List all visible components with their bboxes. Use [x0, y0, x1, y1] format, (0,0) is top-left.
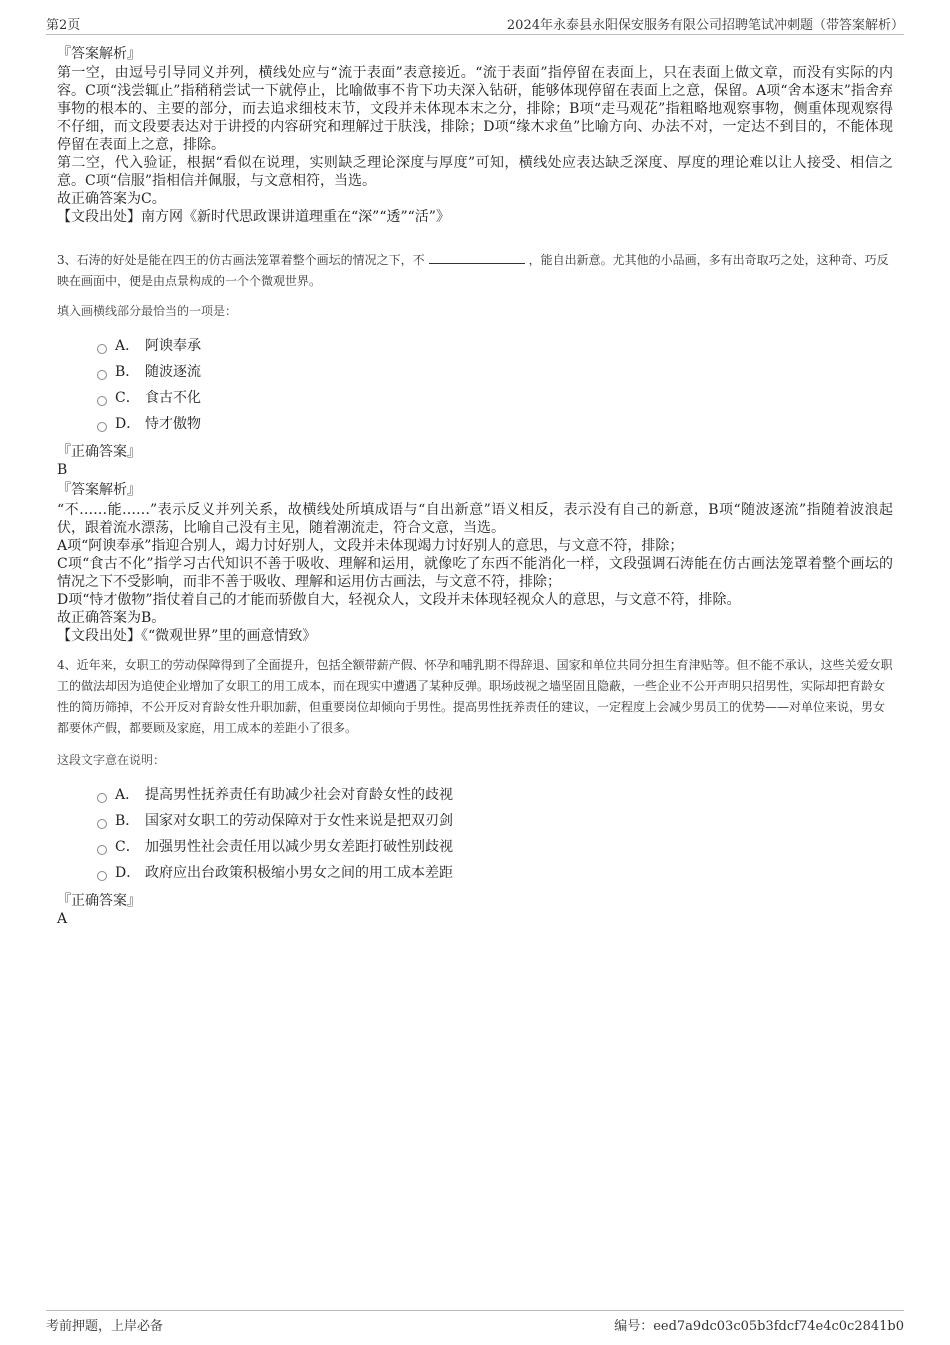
question-stem [57, 250, 893, 292]
option-c[interactable] [97, 385, 893, 411]
option-text: 随波逐流 [145, 364, 201, 380]
answer-value: B [57, 462, 68, 478]
option-text: 恃才傲物 [145, 416, 201, 432]
question-stem: 4、近年来，女职工的劳动保障得到了全面提升，包括全额带薪产假、怀孕和哺乳期不得辞退、国家和单位共同分担生育津贴等。但不能不承认，这些关爱女职工的做法却因为追使企业增加了女职工的用工成本，而在现实中遭遇了某种反弹。职场歧视之墙坚固且隐蔽，一些企业不公开声明只招男性，实际却把育龄女性的简历筛掉，不公开反对育龄女性升职加薪，但重要岗位却倾向于男性。提高男性抚养责任的建议，一定程度上会减少男员工的优势——对单位来说，男女都要休产假，都要顾及家庭，用工成本的差距小了很多。 [57, 658, 893, 735]
radio-icon[interactable] [97, 370, 107, 380]
option-letter: A． [115, 787, 140, 803]
source-citation: 【文段出处】南方网《新时代思政课讲道理重在“深”“透”“活”》 [57, 209, 450, 225]
option-a[interactable] [97, 782, 893, 808]
analysis-paragraph: 第二空，代入验证，根据“看似在说理，实则缺乏理论深度与厚度”可知，横线处应表达缺乏深度、厚度的理论难以让人接受、相信之意。C项“信服”指相信并佩服，与文意相符，当选。 [57, 155, 893, 189]
option-a[interactable] [97, 333, 893, 359]
option-text: 加强男性社会责任用以减少男女差距打破性别歧视 [145, 839, 453, 855]
footer-slogan: 考前押题，上岸必备 [46, 1319, 164, 1334]
option-letter: D． [115, 865, 141, 881]
radio-icon[interactable] [97, 871, 107, 881]
option-text: 提高男性抚养责任有助减少社会对育龄女性的歧视 [145, 787, 453, 803]
option-list [97, 333, 893, 437]
option-d[interactable] [97, 411, 893, 437]
document-title: 2024年永泰县永阳保安服务有限公司招聘笔试冲刺题（带答案解析） [506, 18, 904, 33]
option-letter: B． [115, 813, 140, 829]
page-number: 第2页 [46, 18, 81, 33]
analysis-paragraph: “不……能……”表示反义并列关系，故横线处所填成语与“自出新意”语义相反，表示没有自己的新意，B项“随波逐流”指随着波浪起伏，跟着流水漂荡，比喻自己没有主见，随着潮流走，符合文意，当选。 [57, 502, 893, 536]
page-header [46, 14, 904, 35]
radio-icon[interactable] [97, 819, 107, 829]
analysis-paragraph: 第一空，由逗号引导同义并列，横线处应与“流于表面”表意接近。“流于表面”指停留在表面上，只在表面上做文章，而没有实际的内容。C项“浅尝辄止”指稍稍尝试一下就停止，比喻做事不肯下功夫深入钻研，能够体现停留在表面上之意，保留。A项“舍本逐末”指舍弃事物的根本的、主要的部分，而去追求细枝末节，文段并未体现本末之分，排除；B项“走马观花”指粗略地观察事物，侧重体现观察得不仔细，而文段要表达对于讲授的内容研究和理解过于肤浅，排除；D项“缘木求鱼”比喻方向、办法不对，一定达不到目的，不能体现停留在表面上之意，排除。 [57, 65, 893, 153]
option-d[interactable] [97, 860, 893, 886]
option-text: 食古不化 [145, 390, 201, 406]
analysis-paragraph: C项“食古不化”指学习古代知识不善于吸收、理解和运用，就像吃了东西不能消化一样，文段强调石涛能在仿古画法笼罩着整个画坛的情况之下不受影响，而非不善于吸收、理解和运用仿古画法，与文意不符，排除； [57, 556, 893, 590]
analysis-conclusion: 故正确答案为B。 [57, 610, 166, 626]
option-b[interactable] [97, 359, 893, 385]
radio-icon[interactable] [97, 396, 107, 406]
option-text: 政府应出台政策积极缩小男女之间的用工成本差距 [145, 865, 453, 881]
option-letter: A． [115, 338, 140, 354]
radio-icon[interactable] [97, 845, 107, 855]
option-list [97, 782, 893, 886]
analysis-paragraph: A项“阿谀奉承”指迎合别人，竭力讨好别人，文段并未体现竭力讨好别人的意思，与文意不符，排除； [57, 538, 684, 554]
option-letter: C． [115, 390, 140, 406]
analysis-conclusion: 故正确答案为C。 [57, 191, 166, 207]
radio-icon[interactable] [97, 422, 107, 432]
radio-icon[interactable] [97, 793, 107, 803]
question-prompt: 这段文字意在说明： [57, 753, 166, 767]
blank-line [429, 251, 525, 264]
option-letter: C． [115, 839, 140, 855]
stem-after-blank: ，能自出新意。尤其他的小品画，多有出奇取巧之处，这种奇、巧反映在画面中，便是由点景构成的一个个微观世界。 [57, 253, 889, 288]
option-text: 阿谀奉承 [145, 338, 201, 354]
answer-label: 『正确答案』 [57, 893, 141, 909]
option-b[interactable] [97, 808, 893, 834]
source-citation: 【文段出处】《“微观世界”里的画意情致》 [57, 628, 317, 644]
option-letter: D． [115, 416, 141, 432]
option-text: 国家对女职工的劳动保障对于女性来说是把双刃剑 [145, 813, 453, 829]
answer-value: A [57, 911, 68, 927]
question-4 [57, 655, 893, 928]
radio-icon[interactable] [97, 344, 107, 354]
question-3 [57, 250, 893, 645]
page-footer [46, 1310, 904, 1333]
option-letter: B． [115, 364, 140, 380]
question-prompt: 填入画横线部分最恰当的一项是： [57, 304, 238, 318]
document-code: 编号：eed7a9dc03c05b3fdcf74e4c0c2841b0 [614, 1319, 904, 1334]
stem-before-blank: 3、石涛的好处是能在四王的仿古画法笼罩着整个画坛的情况之下，不 [57, 253, 425, 267]
answer-label: 『正确答案』 [57, 444, 141, 460]
option-c[interactable] [97, 834, 893, 860]
analysis-label: 『答案解析』 [57, 482, 141, 498]
q2-analysis [57, 44, 893, 226]
analysis-paragraph: D项“恃才傲物”指仗着自己的才能而骄傲自大，轻视众人，文段并未体现轻视众人的意思，与文意不符，排除。 [57, 592, 741, 608]
analysis-label: 『答案解析』 [57, 46, 141, 62]
page-content [57, 44, 893, 928]
